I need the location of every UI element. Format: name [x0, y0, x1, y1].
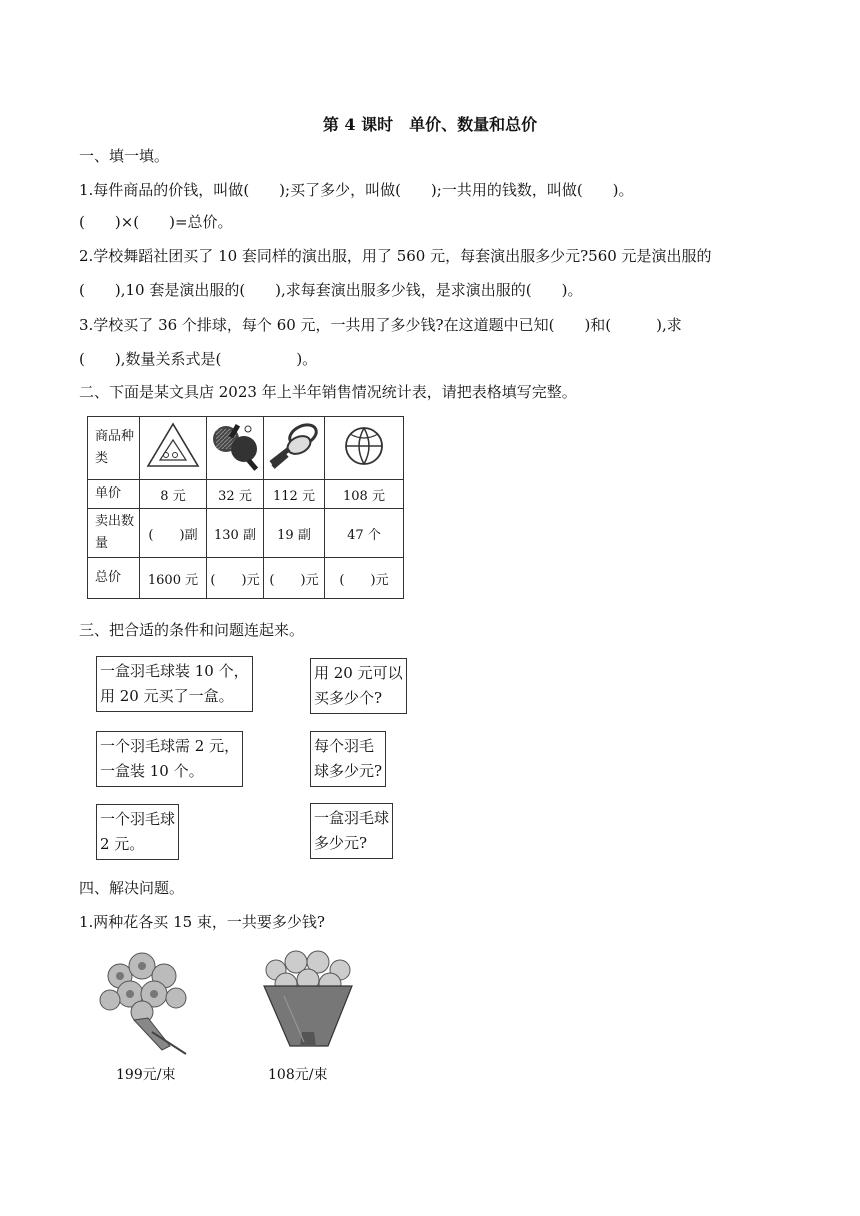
question-box[interactable]	[310, 803, 393, 859]
quantity-cell: 19 副	[264, 509, 325, 558]
question-3-line2: ( ),数量关系式是( )。	[79, 350, 318, 368]
total-cell: ( )元	[325, 558, 404, 599]
question-2-line1: 2.学校舞蹈社团买了 10 套同样的演出服，用了 560 元，每套演出服多少元?560 元是演出服的	[79, 247, 712, 265]
condition-line: 一个羽毛球需 2 元，	[100, 737, 240, 755]
question-box[interactable]	[310, 658, 407, 714]
question-line: 每个羽毛	[314, 737, 375, 755]
quantity-cell: ( )副	[140, 509, 207, 558]
condition-box[interactable]	[96, 656, 253, 712]
condition-line: 一盒装 10 个。	[100, 762, 204, 780]
condition-line: 一个羽毛球	[100, 810, 176, 828]
flower-bouquet-image	[90, 946, 198, 1086]
flower-price-caption: 199元/束	[116, 1067, 176, 1083]
flower-price-caption: 108元/束	[268, 1067, 328, 1083]
problem-1: 1.两种花各买 15 束，一共要多少钱?	[79, 913, 325, 931]
unit-price-cell: 8 元	[140, 480, 207, 509]
question-box[interactable]	[310, 731, 386, 787]
question-line: 球多少元?	[314, 762, 383, 780]
condition-line: 2 元。	[100, 835, 145, 853]
unit-price-cell: 32 元	[207, 480, 264, 509]
table-row	[88, 509, 404, 558]
section3-heading: 三、把合适的条件和问题连起来。	[79, 621, 305, 639]
total-cell: ( )元	[207, 558, 264, 599]
section4-heading: 四、解决问题。	[79, 879, 185, 897]
quantity-cell: 47 个	[325, 509, 404, 558]
quantity-cell: 130 副	[207, 509, 264, 558]
section2-heading: 二、下面是某文具店 2023 年上半年销售情况统计表，请把表格填写完整。	[79, 383, 577, 401]
row-label-total: 总价	[88, 558, 140, 599]
sales-table	[87, 416, 404, 599]
table-row	[88, 480, 404, 509]
table-row	[88, 417, 404, 480]
ping-pong-paddles-icon	[207, 417, 264, 480]
total-cell: ( )元	[264, 558, 325, 599]
question-line: 一盒羽毛球	[314, 809, 390, 827]
question-2-line2: ( ),10 套是演出服的( ),求每套演出服多少钱，是求演出服的( )。	[79, 281, 583, 299]
question-1-line2: ( )×( )=总价。	[79, 213, 233, 231]
total-cell: 1600 元	[140, 558, 207, 599]
question-3-line1: 3.学校买了 36 个排球，每个 60 元，一共用了多少钱?在这道题中已知( )和( ),求	[79, 316, 682, 334]
flower-bouquet-image	[254, 946, 362, 1086]
condition-line: 一盒羽毛球装 10 个，	[100, 662, 249, 680]
section1-heading: 一、填一填。	[79, 147, 170, 165]
tennis-rackets-icon	[264, 417, 325, 480]
condition-box[interactable]	[96, 804, 179, 860]
question-line: 多少元?	[314, 834, 368, 852]
question-line: 买多少个?	[314, 689, 383, 707]
row-label-product: 商品种类	[88, 417, 140, 480]
basketball-icon	[325, 417, 404, 480]
unit-price-cell: 108 元	[325, 480, 404, 509]
row-label-quantity: 卖出数量	[88, 509, 140, 558]
condition-box[interactable]	[96, 731, 243, 787]
table-row	[88, 558, 404, 599]
condition-line: 用 20 元买了一盒。	[100, 687, 234, 705]
page-title: 第 4 课时 单价、数量和总价	[322, 115, 538, 134]
row-label-unit-price: 单价	[88, 480, 140, 509]
question-1-line1: 1.每件商品的价钱，叫做( );买了多少，叫做( );一共用的钱数，叫做( )。	[79, 181, 634, 199]
unit-price-cell: 112 元	[264, 480, 325, 509]
triangle-ruler-icon	[140, 417, 207, 480]
question-line: 用 20 元可以	[314, 664, 403, 682]
